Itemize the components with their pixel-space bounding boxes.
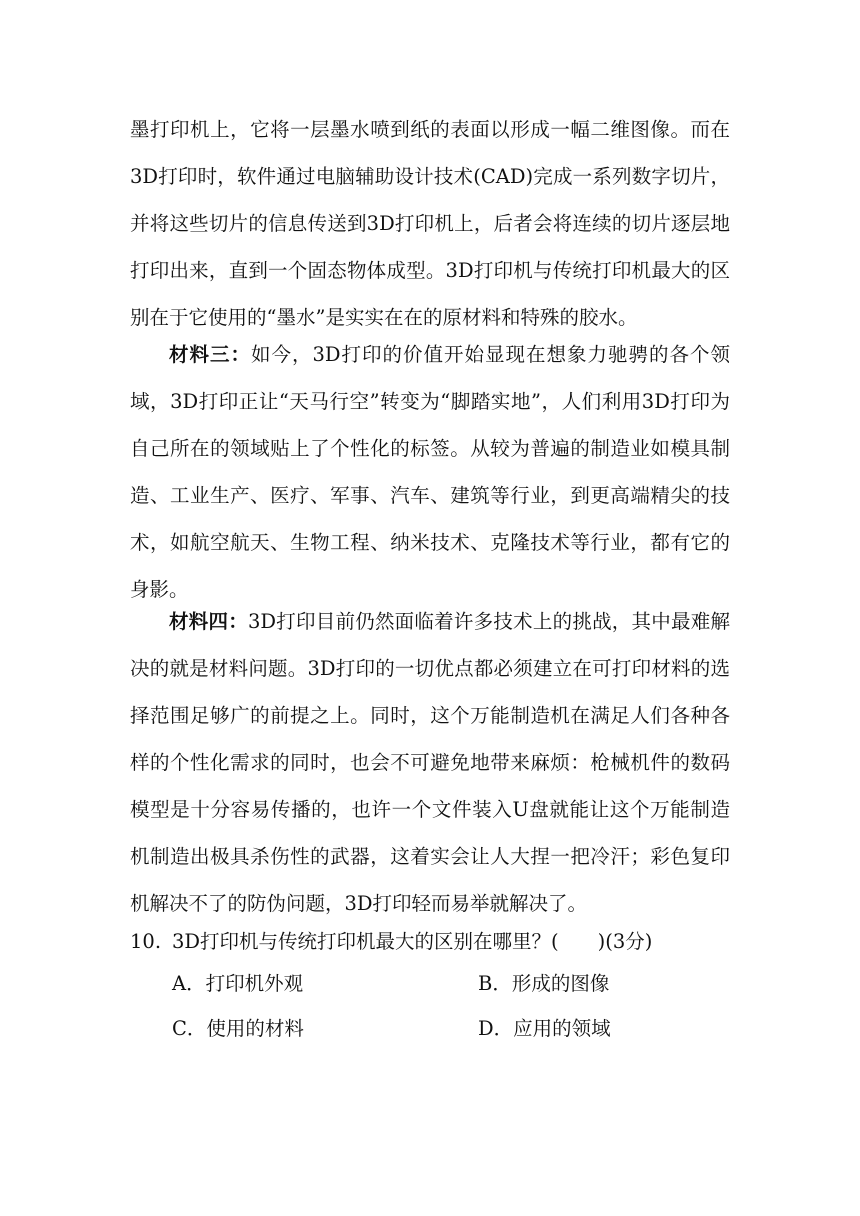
material-3-text: 如今，3D打印的价值开始显现在想象力驰骋的各个领域，3D打印正让“天马行空”转变为“脚踏实地”，人们利用3D打印为自己所在的领域贴上了个性化的标签。从较为普遍的制造业如模具制造、工业生产、医疗、军事、汽车、建筑等行业，到更高端精尖的技术，如航空航天、生物工程、纳米技术、克隆技术等行业，都有它的身影。 [130, 343, 730, 601]
option-a[interactable]: A．打印机外观 [172, 972, 304, 995]
option-b[interactable]: B．形成的图像 [478, 972, 610, 995]
passage-paragraph-material-3 [130, 331, 730, 613]
material-3-label: 材料三： [169, 343, 251, 366]
material-4-text: 3D打印目前仍然面临着许多技术上的挑战，其中最难解决的就是材料问题。3D打印的一切优点都必须建立在可打印材料的选择范围足够广的前提之上。同时，这个万能制造机在满足人们各种各样的个性化需求的同时，也会不可避免地带来麻烦：枪械机件的数码模型是十分容易传播的，也许一个文件装入U盘就能让这个万能制造机制造出极具杀伤性的武器，这着实会让人大捏一把冷汗；彩色复印机解决不了的防伪问题，3D打印轻而易举就解决了。 [130, 610, 730, 915]
question-text: 3D打印机与传统打印机最大的区别在哪里？( )(3分) [172, 930, 653, 953]
question-number: 10. [130, 930, 162, 953]
option-c[interactable]: C．使用的材料 [172, 1017, 304, 1040]
material-4-label: 材料四： [169, 610, 248, 633]
passage-paragraph-1: 墨打印机上，它将一层墨水喷到纸的表面以形成一幅二维图像。而在3D打印时，软件通过电脑辅助设计技术(CAD)完成一系列数字切片，并将这些切片的信息传送到3D打印机上，后者会将连续的切片逐层地打印出来，直到一个固态物体成型。3D打印机与传统打印机最大的区别在于它使用的“墨水”是实实在在的原材料和特殊的胶水。 [130, 118, 730, 329]
passage-paragraph-material-4 [130, 598, 730, 927]
option-d[interactable]: D．应用的领域 [478, 1017, 611, 1040]
question-10 [130, 918, 730, 965]
